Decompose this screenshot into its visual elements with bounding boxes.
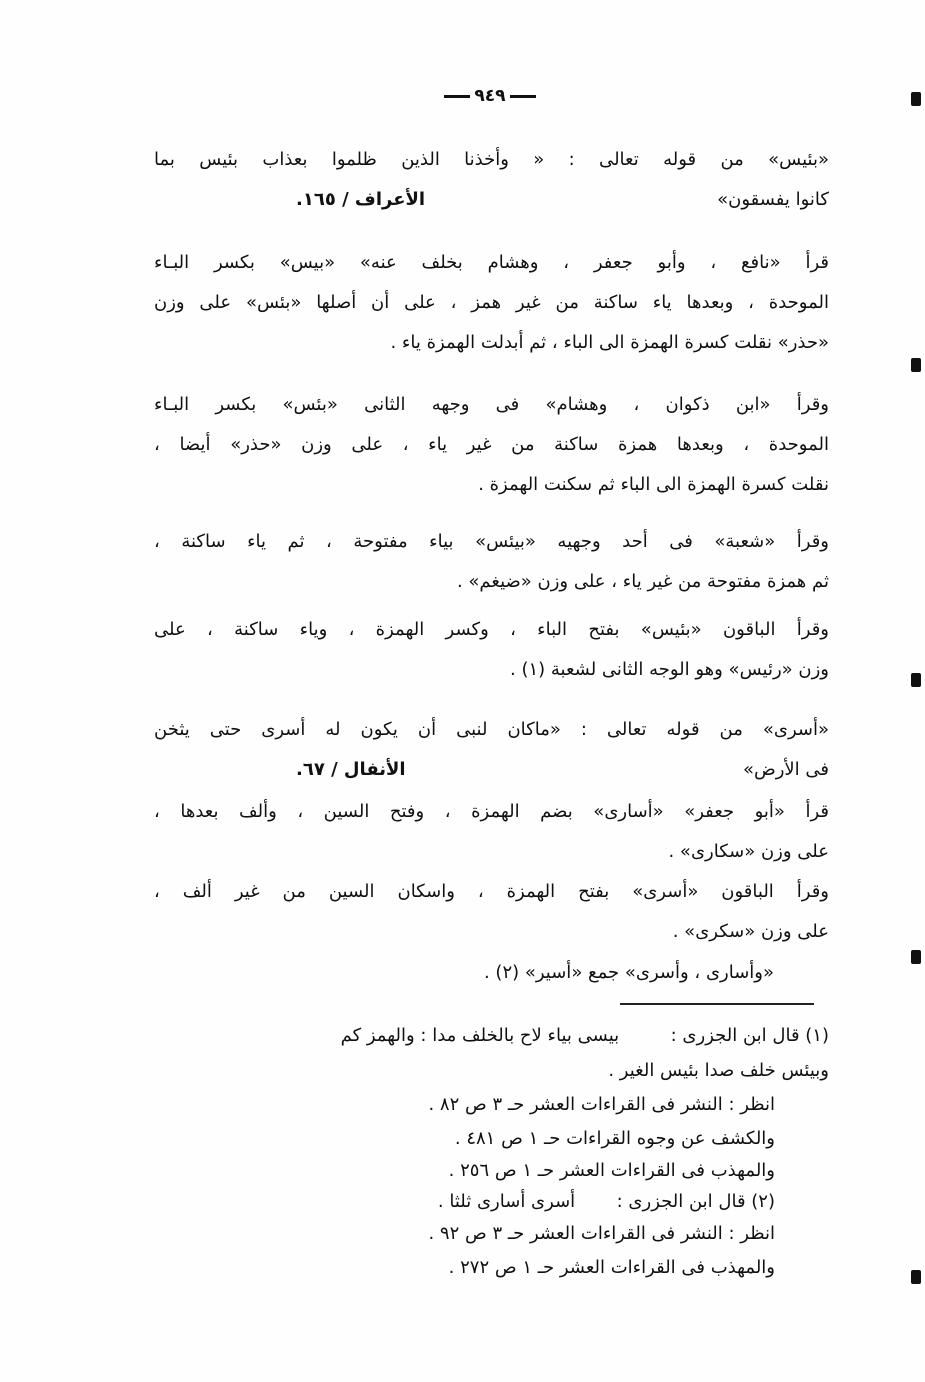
paragraph-1-line-2: الموحدة ، وبعدها ياء ساكنة من غير همز ، على أن أصلها «بئس» على وزن bbox=[154, 292, 829, 313]
verse-1-line-1: «بئيس» من قوله تعالى : « وأخذنا الذين ظلموا بعذاب بئيس بما bbox=[154, 149, 829, 170]
paragraph-3-line-1: وقرأ «شعبة» فى أحد وجهيه «بيئس» بياء مفتوحة ، ثم ياء ساكنة ، bbox=[154, 531, 829, 552]
paragraph-6-line-2: على وزن «سكرى» . bbox=[672, 921, 829, 942]
paragraph-4-line-2: وزن «رئيس» وهو الوجه الثانى لشعبة (١) . bbox=[510, 659, 829, 680]
verse-1-reference: الأعراف / ١٦٥. bbox=[296, 189, 426, 210]
paragraph-6-line-1: وقرأ الباقون «أسرى» بفتح الهمزة ، واسكان السين من غير ألف ، bbox=[154, 881, 829, 902]
paragraph-1-line-3: «حذر» نقلت كسرة الهمزة الى الباء ، ثم أبدلت الهمزة ياء . bbox=[390, 332, 829, 353]
verse-2-reference: الأنفال / ٦٧. bbox=[296, 759, 406, 780]
footnote-1-ref-1: انظر : النشر فى القراءات العشر حـ ٣ ص ٨٢ . bbox=[428, 1094, 775, 1115]
paragraph-6 bbox=[154, 872, 829, 952]
paragraph-4 bbox=[154, 610, 829, 690]
verse-2-line-1: «أسرى» من قوله تعالى : «ماكان لنبى أن يكون له أسرى حتى يثخن bbox=[154, 719, 829, 740]
dash-right bbox=[510, 95, 536, 98]
footnote-2-line-1 bbox=[438, 1186, 775, 1218]
paragraph-2-line-1: وقرأ «ابن ذكوان ، وهشام» فى وجهه الثانى «بئس» بكسر البـاء bbox=[154, 394, 829, 415]
scan-mark bbox=[911, 358, 921, 372]
verse-1-line-2 bbox=[154, 180, 829, 220]
paragraph-2 bbox=[154, 385, 829, 505]
page-number bbox=[425, 86, 555, 106]
paragraph-2-line-3: نقلت كسرة الهمزة الى الباء ثم سكنت الهمزة . bbox=[478, 474, 829, 495]
scan-mark bbox=[911, 1270, 921, 1284]
paragraph-7-line-1: «وأسارى ، وأسرى» جمع «أسير» (٢) . bbox=[483, 962, 774, 983]
footnote-1-intro: (١) قال ابن الجزرى : bbox=[670, 1025, 829, 1046]
verse-2-line-2-text: فى الأرض» bbox=[742, 759, 829, 780]
paragraph-4-line-1: وقرأ الباقون «بئيس» بفتح الباء ، وكسر الهمزة ، وياء ساكنة ، على bbox=[154, 619, 829, 640]
page-number-text: ٩٤٩ bbox=[474, 86, 506, 106]
verse-2 bbox=[154, 710, 829, 790]
paragraph-3-line-2: ثم همزة مفتوحة من غير ياء ، على وزن «ضيغم» . bbox=[456, 571, 829, 592]
paragraph-1 bbox=[154, 243, 829, 363]
paragraph-5 bbox=[154, 792, 829, 872]
footnote-1-ref-2: والكشف عن وجوه القراءات حـ ١ ص ٤٨١ . bbox=[454, 1128, 775, 1149]
footnote-2-intro: (٢) قال ابن الجزرى : bbox=[616, 1191, 775, 1212]
verse-2-line-2 bbox=[154, 750, 829, 790]
footnote-1-line-1 bbox=[341, 1020, 829, 1052]
footnote-2-ref-2: والمهذب فى القراءات العشر حـ ١ ص ٢٧٢ . bbox=[448, 1257, 775, 1278]
footnote-2-ref-1: انظر : النشر فى القراءات العشر حـ ٣ ص ٩٢ . bbox=[428, 1223, 775, 1244]
paragraph-5-line-1: قرأ «أبو جعفر» «أسارى» بضم الهمزة ، وفتح السين ، وألف بعدها ، bbox=[154, 801, 829, 822]
verse-1 bbox=[154, 140, 829, 220]
footnote-1-line-2: وبيئس خلف صدا بئيس الغير . bbox=[608, 1060, 829, 1081]
scan-mark bbox=[911, 673, 921, 687]
scan-mark bbox=[911, 92, 921, 106]
paragraph-2-line-2: الموحدة ، وبعدها همزة ساكنة من غير ياء ، على وزن «حذر» أيضا ، bbox=[154, 434, 829, 455]
verse-1-line-2-text: كانوا يفسقون» bbox=[717, 189, 829, 210]
scan-mark bbox=[911, 950, 921, 964]
paragraph-1-line-1: قرأ «نافع ، وأبو جعفر ، وهشام بخلف عنه» «بيس» بكسر البـاء bbox=[154, 252, 829, 273]
footnote-1-verse: بيسى بياء لاح بالخلف مدا : والهمز كم bbox=[340, 1025, 620, 1046]
footnote-separator bbox=[620, 1003, 814, 1005]
dash-left bbox=[444, 95, 470, 98]
paragraph-7 bbox=[154, 953, 829, 993]
paragraph-3 bbox=[154, 522, 829, 602]
footnote-1-ref-3: والمهذب فى القراءات العشر حـ ١ ص ٢٥٦ . bbox=[448, 1160, 775, 1181]
footnote-2-verse: أسرى أسارى ثلثا . bbox=[437, 1191, 576, 1212]
paragraph-5-line-2: على وزن «سكارى» . bbox=[668, 841, 829, 862]
